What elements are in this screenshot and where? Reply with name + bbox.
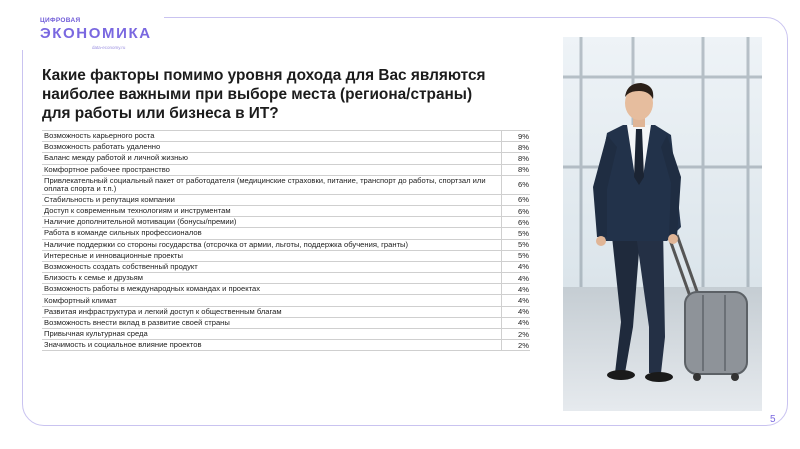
factor-value: 5% [518,240,529,250]
factor-label: Стабильность и репутация компании [42,195,502,205]
factor-label: Привлекательный социальный пакет от работодателя (медицинские страховки, питание, транспорт до работы, спортзал или оплата спорта и т.п.) [42,176,502,194]
factor-value: 6% [518,206,529,216]
table-row [42,340,530,351]
table-row [42,153,530,164]
table-row [42,206,530,217]
factor-label: Комфортное рабочее пространство [42,165,502,175]
title-line-1: Какие факторы помимо уровня дохода для Вас являются [42,67,486,84]
factor-label: Комфортный климат [42,295,502,305]
table-row [42,329,530,340]
factor-label: Интересные и инновационные проекты [42,251,502,261]
logo-main-text: ЭКОНОМИКА [40,25,152,42]
factor-value: 4% [518,296,529,306]
logo-top-text: ЦИФРОВАЯ [40,17,81,24]
factor-value: 6% [518,217,529,227]
factor-value: 8% [518,153,529,163]
page-title [42,66,522,123]
table-row [42,217,530,228]
factor-value: 9% [518,131,529,141]
table-row [42,318,530,329]
businessman-photo [563,37,762,411]
factor-label: Развитая инфраструктура и легкий доступ к общественным благам [42,307,502,317]
table-row [42,176,530,195]
table-row [42,295,530,306]
factor-label: Баланс между работой и личной жизнью [42,153,502,163]
table-row [42,131,530,142]
factor-value: 4% [518,284,529,294]
factor-label: Значимость и социальное влияние проектов [42,340,502,350]
factor-label: Наличие дополнительной мотивации (бонусы/премии) [42,217,502,227]
factor-value: 4% [518,273,529,283]
factor-label: Привычная культурная среда [42,329,502,339]
factor-value: 4% [518,318,529,328]
factor-value: 4% [518,307,529,317]
factor-value: 2% [518,340,529,350]
table-row [42,195,530,206]
table-row [42,284,530,295]
table-row [42,142,530,153]
table-row [42,273,530,284]
factor-label: Близость к семье и друзьям [42,273,502,283]
factor-label: Наличие поддержки со стороны государства (отсрочка от армии, льготы, поддержка обучения, гранты) [42,240,502,250]
factor-value: 6% [518,180,529,190]
factor-value: 8% [518,142,529,152]
factor-value: 8% [518,165,529,175]
table-row [42,165,530,176]
factor-label: Возможность работы в международных командах и проектах [42,284,502,294]
title-line-2: наиболее важными при выборе места (региона/страны) [42,86,473,103]
logo [40,17,150,51]
factors-table [42,130,530,351]
table-row [42,307,530,318]
businessman-illustration [563,37,762,411]
factor-value: 2% [518,329,529,339]
factor-label: Возможность создать собственный продукт [42,262,502,272]
factor-value: 5% [518,228,529,238]
factor-label: Возможность внести вклад в развитие своей страны [42,318,502,328]
factor-label: Возможность работать удаленно [42,142,502,152]
logo-domain-text: data-economy.ru [92,45,126,50]
factor-value: 4% [518,262,529,272]
table-row [42,228,530,239]
table-row [42,251,530,262]
title-line-3: для работы или бизнеса в ИТ? [42,105,279,122]
factor-label: Работа в команде сильных профессионалов [42,228,502,238]
table-row [42,262,530,273]
factor-label: Возможность карьерного роста [42,131,502,141]
page-number: 5 [770,414,776,425]
factor-value: 5% [518,251,529,261]
factor-label: Доступ к современным технологиям и инструментам [42,206,502,216]
factor-value: 6% [518,195,529,205]
table-row [42,240,530,251]
